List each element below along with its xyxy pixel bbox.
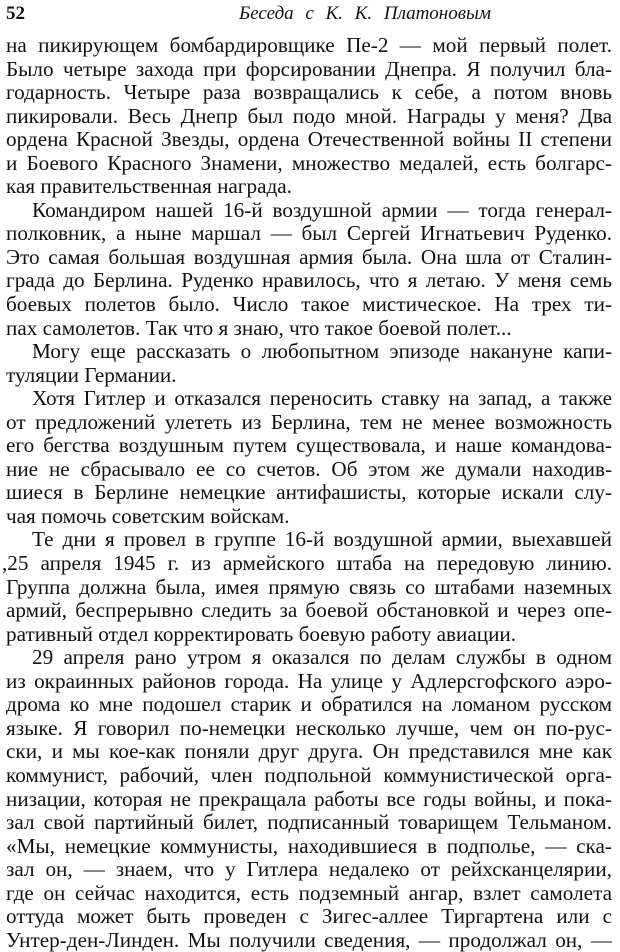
text-line: годарность. Четыре раза возвращались к себе, а потом вновь (6, 81, 612, 105)
text-line: Группа должна была, имея прямую связь со штабами наземных (6, 575, 612, 599)
text-line: туляции Германии. (6, 363, 177, 387)
text-line: Командиром нашей 16-й воздушной армии — тогда генерал- (32, 198, 612, 222)
text-line: от предложений улететь из Берлина, тем не менее возможность (6, 410, 612, 434)
text-line: пах самолетов. Так что я знаю, что такое боевой полет... (6, 316, 512, 340)
paragraph (2, 528, 612, 646)
running-head (6, 2, 614, 26)
text-line: Это самая большая воздушная армия была. Она шла от Сталин- (6, 245, 612, 269)
text-line: Хотя Гитлер и отказался переносить ставку на запад, а также (32, 387, 612, 411)
text-line: кая правительственная награда. (6, 175, 292, 199)
body-text (2, 34, 612, 952)
text-line: языке. Я говорил по-немецки несколько лучше, чем он по-рус- (6, 716, 612, 740)
page-number: 52 (6, 3, 25, 24)
text-line: ,25 апреля 1945 г. из армейского штаба на передовую линию. (2, 552, 612, 576)
text-line: 29 апреля рано утром я оказался по делам службы в одном (32, 646, 612, 670)
text-line: и Боевого Красного Знамени, множество медалей, есть болгарс- (6, 151, 612, 175)
text-line: зал он, — знаем, что у Гитлера недалеко от рейхсканцелярии, (6, 858, 612, 882)
text-line: коммунист, рабочий, член подпольной коммунистической орга- (6, 763, 612, 787)
text-line: ративный отдел корректировать боевую работу авиации. (6, 622, 517, 646)
paragraph (6, 646, 612, 952)
text-line: шиеся в Берлине немецкие антифашисты, которые искали слу- (6, 481, 612, 505)
text-line: пикировали. Весь Днепр был подо мной. Награды у меня? Два (6, 104, 612, 128)
text-line: дрома ко мне подошел старик и обратился на ломаном русском (6, 693, 612, 717)
text-line: на пикирующем бомбардировщике Пе-2 — мой первый полет. (6, 34, 612, 57)
text-line: оттуда может быть проведен с Зигес-аллее Тиргартена или с (6, 905, 612, 929)
text-line: ние не сбрасывало ее со счетов. Об этом же думали находив- (6, 457, 612, 481)
text-line: боевых полетов было. Число такое мистическое. На трех ти- (6, 293, 612, 317)
text-line: Унтер-ден-Линден. Мы получили сведения, — продолжал он, — (6, 928, 612, 952)
text-line: полковник, а ныне маршал — был Сергей Игнатьевич Руденко. (6, 222, 612, 246)
paragraph (6, 387, 612, 528)
text-line: зал свой партийный билет, подписанный товарищем Тельманом. (6, 811, 612, 835)
text-line: низации, которая не прекращала работы все годы войны, и пока- (6, 787, 612, 811)
paragraph (6, 34, 612, 199)
text-line: града до Берлина. Руденко нравилось, что я летаю. У меня семь (6, 269, 612, 293)
paragraph (6, 199, 612, 340)
paragraph (6, 340, 612, 387)
text-line: где он сейчас находится, есть подземный ангар, взлет самолета (6, 881, 612, 905)
running-title: Беседа с К. К. Платоновым (239, 3, 491, 24)
text-line: Те дни я провел в группе 16-й воздушной армии, выехавшей (32, 528, 612, 552)
text-line: армий, беспрерывно следить за боевой обстановкой и через опе- (6, 599, 612, 623)
text-line: Могу еще рассказать о любопытном эпизоде накануне капи- (32, 340, 612, 364)
text-line: чая помочь советским войскам. (6, 504, 290, 528)
text-line: «Мы, немецкие коммунисты, находившиеся в подполье, — ска- (6, 834, 612, 858)
text-line: из окраинных районов города. На улице у Адлерсгофского аэро- (6, 669, 612, 693)
text-line: Было четыре захода при форсировании Днепра. Я получил бла- (6, 57, 612, 81)
text-line: его бегства воздушным путем существовала, и наше командова- (6, 434, 612, 458)
text-line: ски, и мы кое-как поняли друг друга. Он представился мне как (6, 740, 612, 764)
text-line: ордена Красной Звезды, ордена Отечественной войны II степени (6, 128, 612, 152)
